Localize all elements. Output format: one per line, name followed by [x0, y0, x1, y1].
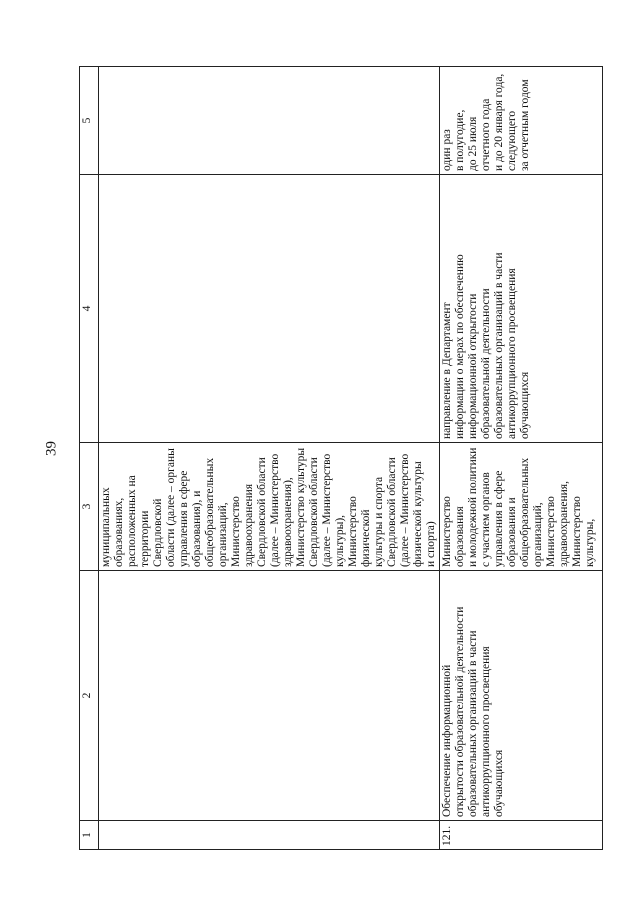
- header-col-2: 2: [80, 571, 99, 821]
- result-cell: направление в Департамент информации о мерах по обеспечению информационной открытости образовательной деятельности образовательных организаций в части антикоррупционного просвещения обучающихся: [440, 175, 603, 443]
- table-row: [99, 67, 440, 850]
- deadline-cell: [99, 67, 440, 175]
- deadline-cell: один раз в полугодие, до 25 июля отчетного года и до 20 января года, следующего за отчетным годом: [440, 67, 603, 175]
- measures-table: [79, 66, 603, 850]
- result-cell: [99, 175, 440, 443]
- header-col-1: 1: [80, 821, 99, 850]
- page-number: 39: [43, 441, 60, 456]
- header-row: [80, 67, 99, 850]
- header-col-3: 3: [80, 443, 99, 571]
- header-col-5: 5: [80, 67, 99, 175]
- executors-cell: муниципальных образованиях, расположенных на территории Свердловской области (далее – органы управления в сфере образования), и общеобразовательных организаций, Министерство здравоохранения Свердловской области (далее – Министерство здравоохранения), Министерство культуры Свердловской области (далее – Министерство культуры), Министерство физической культуры и спорта Свердловской области (далее – Министерство физической культуры и спорта): [99, 443, 440, 571]
- measure-cell: Обеспечение информационной открытости образовательной деятельности образовательных организаций в части антикоррупционного просвещения обучающихся: [440, 571, 603, 821]
- header-col-4: 4: [80, 175, 99, 443]
- measures-table-container: [79, 67, 596, 850]
- measure-cell: [99, 571, 440, 821]
- row-number-cell: [99, 821, 440, 850]
- table-row: [440, 67, 603, 850]
- executors-cell: Министерство образования и молодежной политики с участием органов управления в сфере образования и общеобразовательных организаций, Министерство здравоохранения, Министерство культуры,: [440, 443, 603, 571]
- row-number-cell: 121.: [440, 821, 603, 850]
